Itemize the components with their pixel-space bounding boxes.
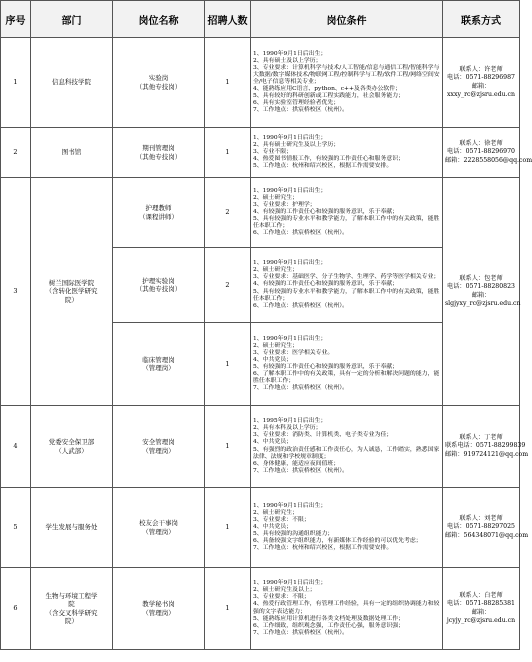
contact-line: 电话：0571-88285381 xyxy=(447,600,515,608)
post-name-line: （管理岗） xyxy=(142,364,175,372)
condition-line: 6、具备较强文字组织能力，有新媒体工作经验的可以优先考虑； xyxy=(253,538,422,545)
conditions-cell xyxy=(251,323,443,406)
headcount-cell: 1 xyxy=(205,38,251,128)
contact-cell xyxy=(443,128,532,178)
headcount-cell: 1 xyxy=(205,128,251,178)
condition-line: 3、专业要求：护理学； xyxy=(253,201,316,208)
contact-line: 联系电话：0571-88299839 xyxy=(445,442,526,450)
post-name-cell xyxy=(113,38,205,128)
department-cell xyxy=(31,178,113,406)
contact-cell xyxy=(443,178,520,406)
post-name-line: 护理实验岗 xyxy=(142,276,175,285)
condition-line: 7、工作地点：拱宸桥校区（杭州）。 xyxy=(253,629,349,636)
conditions-cell xyxy=(251,406,443,488)
condition-line: 6、了解本职工作中的有关政策，具有一定的分析和解决问题的能力，能胜任本职工作； xyxy=(253,371,440,385)
condition-line: 1、1990年9月1日后出生； xyxy=(253,260,327,267)
contact-line: 邮箱： xyxy=(471,608,491,616)
condition-line: 1、1990年9月1日后出生； xyxy=(253,50,327,57)
condition-line: 2、硕士研究生及以上； xyxy=(253,587,316,594)
condition-line: 5、能熟练应用计算机进行各类文档处理及数据处理工作； xyxy=(253,615,405,622)
condition-line: 2、具有硕士研究生及以上学历； xyxy=(253,141,340,148)
contact-line: 联系人：刘老师 xyxy=(459,515,503,523)
condition-line: 6、具有实验室管理经验者优先； xyxy=(253,100,340,107)
post-name-line: 期刊管理岗 xyxy=(142,144,175,153)
post-name-cell xyxy=(113,248,205,323)
condition-line: 3、专业要求：不限； xyxy=(253,594,310,601)
header-row xyxy=(1,1,520,38)
department-line: 信息科技学院 xyxy=(52,78,91,87)
post-name-line: （管理岗） xyxy=(142,608,175,617)
contact-line: 联系人：包老师 xyxy=(459,275,503,283)
department-line: 院） xyxy=(65,295,78,304)
row-number: 3 xyxy=(1,178,31,406)
contact-line: 电话：0571-88297025 xyxy=(447,523,515,531)
condition-line: 5、工作地点：杭州和绍兴校区，根据工作需要安排。 xyxy=(253,163,393,170)
contact-line: 邮箱：2228558056@qq.com xyxy=(445,156,532,164)
row-number: 2 xyxy=(1,128,31,178)
post-name-line: 校友会干事岗 xyxy=(139,519,178,528)
post-name-line: （其他专技岗） xyxy=(135,285,182,293)
condition-line: 5、具有较强的专业水平和教学能力，了解本职工作中的有关政策，能胜任本职工作； xyxy=(253,288,440,302)
department-line: （人武部） xyxy=(55,446,88,455)
table-row xyxy=(1,38,520,128)
conditions-cell xyxy=(251,38,443,128)
contact-line: jcyjy_rc@zjsru.edu.cn xyxy=(446,616,516,624)
contact-cell xyxy=(443,406,529,488)
department-line: （含转化医学研究 xyxy=(45,287,98,296)
post-name-line: 实验岗 xyxy=(148,74,169,83)
department-line: 树兰国际医学院 xyxy=(48,279,95,288)
header-post: 岗位名称 xyxy=(113,1,205,38)
post-name-line: （管理岗） xyxy=(142,527,175,536)
post-name-line: 护理教师 xyxy=(145,204,172,213)
condition-line: 1、1990年9月1日后出生； xyxy=(253,502,327,509)
contact-line: 电话：0571-88296987 xyxy=(447,74,515,82)
condition-line: 4、中共党员； xyxy=(253,523,293,530)
contact-line: 邮箱： xyxy=(471,82,491,90)
contact-line: slgjyxy_rc@zjsru.edu.cn xyxy=(445,299,521,307)
department-cell xyxy=(31,128,113,178)
condition-line: 7、工作地点：拱宸桥校区（杭州）。 xyxy=(253,385,349,392)
post-name-line: 安全管理岗 xyxy=(142,438,175,447)
condition-line: 4、能熟练应用C语言、python、c++及各类办公软件； xyxy=(253,86,402,93)
post-name-line: 教学秘书岗 xyxy=(142,600,175,609)
condition-line: 5、具有较强的专业水平和教学能力，了解本职工作中的有关政策，能胜任本职工作； xyxy=(253,216,440,230)
condition-line: 2、具有硕士及以上学历； xyxy=(253,57,322,64)
post-name-line: （管理岗） xyxy=(142,446,175,455)
contact-line: 联系人：白老师 xyxy=(459,592,503,600)
condition-line: 1、1990年9月1日后出生； xyxy=(253,580,327,587)
condition-line: 1、1990年9月1日后出生； xyxy=(253,187,327,194)
condition-line: 4、中共党员； xyxy=(253,356,293,363)
condition-line: 5、有较强的工作责任心和较强的服务意识，乐于奉献； xyxy=(253,364,399,370)
headcount-cell: 1 xyxy=(205,406,251,488)
row-number: 6 xyxy=(1,568,31,650)
conditions-cell xyxy=(251,488,443,568)
condition-line: 7、工作地点：拱宸桥校区（杭州）。 xyxy=(253,467,349,474)
post-name-line: （其他专技岗） xyxy=(135,82,182,91)
condition-line: 4、热爱行政管理工作，有管理工作经验，具有一定的组织协调能力和较强的文字表达能力； xyxy=(253,601,440,615)
condition-line: 5、具有较好的科研创新或工程实践能力，社会服务能力； xyxy=(253,93,405,100)
contact-cell xyxy=(443,568,520,650)
condition-line: 3、专业要求：医学相关专业。 xyxy=(253,349,334,356)
condition-line: 4、热爱图书情报工作，有较强的工作责任心和服务意识； xyxy=(253,156,405,163)
row-number: 5 xyxy=(1,488,31,568)
headcount-cell: 1 xyxy=(205,323,251,406)
table-body xyxy=(1,38,532,650)
condition-line: 6、工作地点：拱宸桥校区（杭州）。 xyxy=(253,230,349,237)
row-number: 1 xyxy=(1,38,31,128)
contact-line: 邮箱： xyxy=(471,291,491,299)
department-cell xyxy=(31,488,113,568)
contact-line: 电话：0571-88280823 xyxy=(447,283,515,291)
department-line: （含交叉科学研究 xyxy=(45,608,98,617)
department-line: 院） xyxy=(65,616,78,625)
header-no: 序号 xyxy=(1,1,31,38)
condition-line: 5、具有较强的沟通组织能力； xyxy=(253,531,334,538)
condition-line: 1、1990年9月1日后出生； xyxy=(253,335,327,342)
condition-line: 4、有较强的工作责任心和较强的服务意识，乐于奉献； xyxy=(253,281,399,288)
contact-line: 联系人：丁老师 xyxy=(459,434,503,442)
headcount-cell: 1 xyxy=(205,488,251,568)
condition-line: 2、硕士研究生； xyxy=(253,267,298,274)
condition-line: 4、中共党员； xyxy=(253,439,293,446)
department-line: 生物与环境工程学 xyxy=(45,592,98,601)
condition-line: 6、工作细致，组织观念强，工作责任心强，服务意识强； xyxy=(253,622,405,629)
headcount-cell: 2 xyxy=(205,178,251,248)
department-cell xyxy=(31,406,113,488)
headcount-cell: 1 xyxy=(205,568,251,650)
table-row xyxy=(1,406,520,488)
condition-line: 6、身体健康，能适应夜间值班； xyxy=(253,460,340,467)
post-name-line: （其他专技岗） xyxy=(135,152,182,161)
condition-line: 1、1990年9月1日后出生； xyxy=(253,134,327,141)
department-line: 图书馆 xyxy=(61,148,82,157)
header-conditions: 岗位条件 xyxy=(251,1,443,38)
post-name-cell xyxy=(113,178,205,248)
post-name-cell xyxy=(113,128,205,178)
post-name-cell xyxy=(113,568,205,650)
contact-line: 邮箱：564348071@qq.com xyxy=(445,531,529,539)
header-dept: 部门 xyxy=(31,1,113,38)
condition-line: 2、硕士研究生； xyxy=(253,194,298,201)
condition-line: 2、具有本科及以上学历； xyxy=(253,425,322,432)
condition-line: 6、工作地点：拱宸桥校区（杭州）。 xyxy=(253,302,349,309)
table-row xyxy=(1,178,520,248)
condition-line: 7、工作地点：杭州和绍兴校区，根据工作需要安排。 xyxy=(253,545,393,552)
condition-line: 2、硕士研究生； xyxy=(253,342,298,349)
department-line: 学生发展与服务处 xyxy=(45,523,98,532)
contact-line: 电话：0571-88296970 xyxy=(447,148,515,156)
post-name-cell xyxy=(113,488,205,568)
conditions-cell xyxy=(251,128,443,178)
condition-line: 4、有较强的工作责任心和较强的服务意识，乐于奉献； xyxy=(253,208,399,215)
post-name-line: （课程讲师） xyxy=(139,212,178,221)
table-row xyxy=(1,128,520,178)
department-cell xyxy=(31,568,113,650)
condition-line: 3、专业要求：不限； xyxy=(253,516,310,523)
contact-line: xxxy_rc@zjsru.edu.cn xyxy=(447,90,515,98)
condition-line: 3、专业要求：计算机科学与技术/人工智能/信息与通信工程/智能科学与大数据/数字媒体技术/物联网工程/控制科学与工程/软件工程/网络空间安全/电子信息等相关专业； xyxy=(253,64,440,85)
conditions-cell xyxy=(251,248,443,323)
contact-line: 联系人：许老师 xyxy=(459,66,503,74)
condition-line: 5、有强烈的政治责任感和工作责任心，为人诚恳，工作踏实，熟悉国家法律、法规和学校规章制度； xyxy=(253,446,440,460)
conditions-cell xyxy=(251,178,443,248)
table-row xyxy=(1,568,520,650)
headcount-cell: 2 xyxy=(205,248,251,323)
condition-line: 3、专业不限； xyxy=(253,148,293,155)
post-name-cell xyxy=(113,406,205,488)
condition-line: 3、专业要求：消防类、计算机类、电子类专业为佳； xyxy=(253,432,393,439)
post-name-cell xyxy=(113,323,205,406)
header-count: 招聘人数 xyxy=(205,1,251,38)
condition-line: 7、工作地点：拱宸桥校区（杭州）。 xyxy=(253,107,349,114)
contact-line: 邮箱：919724121@qq.com xyxy=(445,450,529,458)
contact-cell xyxy=(443,38,520,128)
condition-line: 3、专业要求：基础医学、分子生物学、生理学、药学等医学相关专业； xyxy=(253,274,440,281)
table-row xyxy=(1,488,520,568)
condition-line: 2、硕士研究生； xyxy=(253,509,298,516)
conditions-cell xyxy=(251,568,443,650)
department-line: 党委安全保卫部 xyxy=(48,438,95,447)
condition-line: 1、1995年9月1日后出生； xyxy=(253,418,327,425)
header-contact: 联系方式 xyxy=(443,1,520,38)
contact-cell xyxy=(443,488,529,568)
department-line: 院 xyxy=(68,600,75,609)
row-number: 4 xyxy=(1,406,31,488)
post-name-line: 临床管理岗 xyxy=(142,355,175,364)
department-cell xyxy=(31,38,113,128)
contact-line: 联系人：徐老师 xyxy=(459,140,503,148)
